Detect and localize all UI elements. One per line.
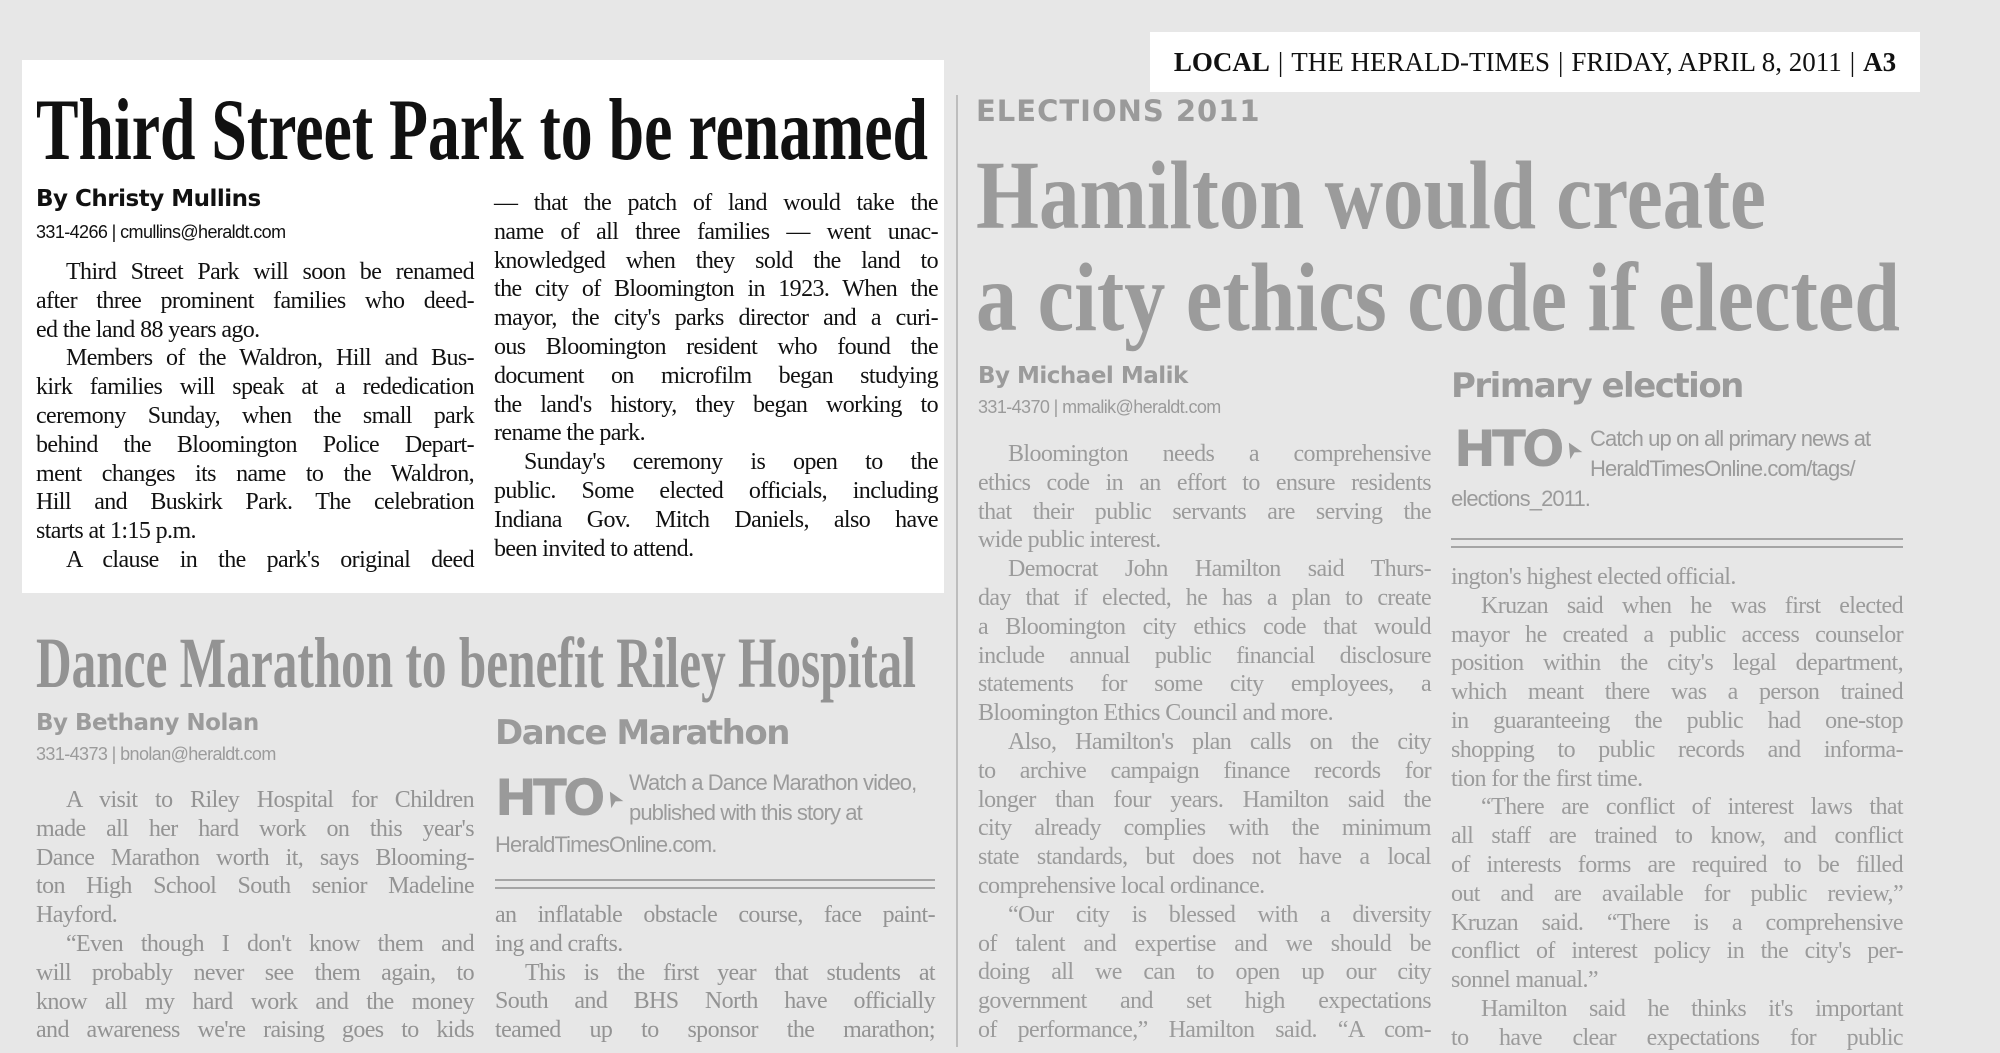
headline-text: Dance Marathon to benefit Riley Hospital — [36, 623, 916, 703]
text-line — [978, 498, 1431, 527]
line-text: A clause in the park's original deed — [66, 546, 474, 573]
park-story-column-1 — [36, 258, 474, 575]
dance-story-headline — [36, 622, 916, 705]
text-line — [1451, 995, 1903, 1024]
line-text: Hill and Buskirk Park. The celebration — [36, 489, 474, 516]
sidebar-text-line: Catch up on all primary news at — [1590, 426, 1871, 451]
line-text: Kruzan said when he was first elected — [1481, 592, 1903, 619]
text-line — [36, 872, 474, 901]
line-text: knowledged when they sold the land to — [494, 247, 938, 274]
sidebar-link-url[interactable]: HeraldTimesOnline.com/tags/ — [1590, 456, 1855, 481]
separator: | — [1277, 46, 1284, 77]
line-text: Kruzan said. “There is a comprehensive — [1451, 909, 1903, 936]
line-text: know all my hard work and the money — [36, 988, 474, 1015]
text-line — [36, 488, 474, 517]
text-line — [978, 613, 1431, 642]
hto-logo-text: HTO — [1454, 420, 1561, 478]
headline-text: a city ethics code if elected — [976, 244, 1900, 352]
text-line — [36, 1016, 474, 1045]
line-text: Bloomington Ethics Council and more. — [978, 700, 1334, 727]
separator: | — [1849, 46, 1856, 77]
line-text: Hayford. — [36, 902, 118, 929]
ethics-story-column-2 — [1451, 563, 1903, 1053]
issue-date: FRIDAY, APRIL 8, 2011 — [1571, 46, 1842, 77]
line-text: Democrat John Hamilton said Thurs- — [1008, 556, 1431, 583]
text-line — [978, 930, 1431, 959]
text-line — [494, 477, 938, 506]
line-text: that their public servants are serving the — [978, 498, 1431, 525]
text-line — [1451, 621, 1903, 650]
text-line — [494, 333, 938, 362]
text-line — [495, 901, 935, 930]
dance-story-column-2 — [495, 901, 935, 1045]
text-line — [978, 670, 1431, 699]
text-line — [978, 642, 1431, 671]
line-text: rename the park. — [494, 420, 645, 447]
sidebar-link-url-end[interactable]: elections_2011. — [1451, 486, 1590, 511]
line-text: A visit to Riley Hospital for Children — [66, 787, 474, 813]
line-text: city already complies with the minimum — [978, 815, 1431, 842]
line-text: “Our city is blessed with a diversity — [1008, 901, 1431, 928]
text-line — [36, 930, 474, 959]
text-line — [1451, 649, 1903, 678]
text-line — [36, 460, 474, 489]
park-story-headline — [36, 80, 928, 181]
line-text: teamed up to sponsor the marathon; — [495, 1017, 935, 1044]
line-text: been invited to attend. — [494, 535, 694, 562]
text-line — [36, 988, 474, 1017]
dance-story-byline: By Bethany Nolan — [36, 710, 259, 736]
text-line — [1451, 707, 1903, 736]
line-text: tion for the first time. — [1451, 765, 1643, 792]
ethics-headline-line-1 — [976, 140, 1766, 252]
line-text: starts at 1:15 p.m. — [36, 518, 196, 545]
line-text: public. Some elected officials, including — [494, 477, 938, 504]
text-line — [1451, 563, 1903, 592]
text-line — [978, 901, 1431, 930]
text-line — [1451, 678, 1903, 707]
text-line — [36, 959, 474, 988]
line-text: day that if elected, he has a plan to create — [978, 584, 1431, 611]
ethics-headline-line-2 — [976, 242, 1900, 354]
line-text: document on microfilm began studying — [494, 362, 938, 389]
line-text: Dance Marathon worth it, says Blooming- — [36, 844, 474, 871]
text-line — [36, 431, 474, 460]
text-line — [1451, 909, 1903, 938]
line-text: which meant there was a person trained — [1451, 679, 1903, 706]
line-text: the land's history, they began working to — [494, 391, 938, 418]
line-text: ceremony Sunday, when the small park — [36, 402, 474, 429]
text-line — [36, 844, 474, 873]
line-text: South and BHS North have officially — [495, 988, 935, 1015]
text-line — [1451, 822, 1903, 851]
text-line — [495, 959, 935, 988]
text-line — [495, 930, 935, 959]
text-line — [36, 786, 474, 815]
line-text: the city of Bloomington in 1923. When the — [494, 276, 938, 303]
text-line — [978, 526, 1431, 555]
line-text: Sunday's ceremony is open to the — [524, 449, 938, 476]
line-text: to have clear expectations for public — [1451, 1024, 1903, 1051]
line-text: and awareness we're raising goes to kids — [36, 1017, 474, 1044]
line-text: in guaranteeing the public had one-stop — [1451, 707, 1903, 734]
line-text: ous Bloomington resident who found the — [494, 333, 938, 360]
line-text: sonnel manual.” — [1451, 967, 1598, 994]
hto-logo[interactable] — [495, 769, 631, 827]
text-line — [978, 843, 1431, 872]
text-line — [495, 1016, 935, 1045]
page-number: A3 — [1863, 46, 1897, 77]
line-text: position within the city's legal department, — [1451, 650, 1903, 677]
line-text: to archive campaign finance records for — [978, 757, 1431, 784]
line-text: Hamilton said he thinks it's important — [1481, 995, 1903, 1022]
text-line — [36, 402, 474, 431]
text-line — [494, 304, 938, 333]
text-line — [36, 815, 474, 844]
cursor-arrow-icon: ➤ — [599, 783, 631, 813]
line-text: “Even though I don't know them and — [66, 930, 474, 957]
text-line — [494, 189, 938, 218]
cursor-arrow-icon: ➤ — [1558, 434, 1590, 464]
text-line — [36, 373, 474, 402]
sidebar-text-line: published with this story at — [629, 800, 862, 825]
text-line — [1451, 592, 1903, 621]
line-text: of interests forms are required to be filled — [1451, 851, 1903, 878]
ethics-story-contact: 331-4370 | mmalik@heraldt.com — [978, 397, 1221, 417]
park-story-column-2 — [494, 189, 938, 563]
text-line — [36, 901, 474, 930]
text-line — [36, 546, 474, 575]
line-text: ton High School South senior Madeline — [36, 873, 474, 900]
line-text: all staff are trained to know, and conflict — [1451, 823, 1903, 850]
ethics-story-column-1 — [978, 440, 1431, 1045]
line-text: ing and crafts. — [495, 930, 623, 957]
text-line — [494, 506, 938, 535]
dance-sidebar-text[interactable] — [629, 768, 916, 828]
text-line — [978, 872, 1431, 901]
separator: | — [1558, 46, 1564, 77]
text-line — [978, 440, 1431, 469]
sidebar-text-line: Watch a Dance Marathon video, — [629, 770, 917, 795]
line-text: Third Street Park will soon be renamed — [66, 259, 474, 285]
line-text: mayor he created a public access counselor — [1451, 621, 1903, 648]
text-line — [494, 448, 938, 477]
park-story-byline: By Christy Mullins — [36, 186, 261, 212]
line-text: ed the land 88 years ago. — [36, 316, 260, 343]
page-header — [1150, 32, 1920, 92]
text-line — [978, 555, 1431, 584]
line-text: after three prominent families who deed- — [36, 287, 474, 314]
line-text: Bloomington needs a comprehensive — [1008, 441, 1431, 467]
line-text: include annual public financial disclosure — [978, 642, 1431, 669]
line-text: Also, Hamilton's plan calls on the city — [1008, 728, 1431, 755]
dance-story-contact: 331-4373 | bnolan@heraldt.com — [36, 744, 276, 764]
line-text: out and are available for public review,” — [1451, 880, 1903, 907]
sidebar-rule — [1451, 546, 1903, 548]
dance-story-column-1 — [36, 786, 474, 1045]
line-text: mayor, the city's parks director and a curi- — [494, 305, 938, 332]
text-line — [36, 316, 474, 345]
text-line — [1451, 1024, 1903, 1053]
line-text: Members of the Waldron, Hill and Bus- — [66, 345, 474, 372]
text-line — [978, 469, 1431, 498]
line-text: shopping to public records and informa- — [1451, 736, 1903, 763]
line-text: statements for some city employees, a — [978, 671, 1431, 698]
line-text: an inflatable obstacle course, face paint- — [495, 902, 935, 928]
ethics-story-kicker: ELECTIONS 2011 — [976, 94, 1261, 128]
line-text: This is the first year that students at — [525, 959, 935, 986]
text-line — [1451, 966, 1903, 995]
hto-logo[interactable] — [1454, 420, 1590, 478]
text-line — [978, 757, 1431, 786]
text-line — [494, 535, 938, 564]
sidebar-rule — [495, 887, 935, 889]
text-line — [1451, 736, 1903, 765]
headline-text: Hamilton would create — [976, 142, 1766, 250]
primary-election-link-text[interactable] — [1590, 424, 1870, 484]
line-text: of performance,” Hamilton said. “A com- — [978, 1016, 1431, 1043]
text-line — [978, 987, 1431, 1016]
newspaper-name: THE HERALD-TIMES — [1291, 46, 1550, 77]
line-text: ington's highest elected official. — [1451, 564, 1736, 590]
text-line — [36, 258, 474, 287]
sidebar-link-url[interactable]: HeraldTimesOnline.com. — [495, 832, 717, 857]
text-line — [1451, 793, 1903, 822]
line-text: kirk families will speak at a rededication — [36, 374, 474, 401]
line-text: “There are conflict of interest laws that — [1481, 794, 1903, 821]
text-line — [494, 218, 938, 247]
primary-election-sidebar-title: Primary election — [1451, 366, 1743, 406]
line-text: made all her hard work on this year's — [36, 815, 474, 842]
line-text: doing all we can to open up our city — [978, 959, 1431, 986]
text-line — [978, 1016, 1431, 1045]
line-text: name of all three families — went unac- — [494, 218, 938, 245]
text-line — [494, 362, 938, 391]
line-text: conflict of interest policy in the city's per- — [1451, 938, 1903, 965]
line-text: ment changes its name to the Waldron, — [36, 460, 474, 487]
headline-text: Third Street Park to be renamed — [36, 82, 928, 179]
text-line — [978, 958, 1431, 987]
text-line — [494, 275, 938, 304]
text-line — [1451, 851, 1903, 880]
text-line — [36, 287, 474, 316]
ethics-story-byline: By Michael Malik — [978, 363, 1188, 389]
text-line — [978, 728, 1431, 757]
section-name: LOCAL — [1173, 46, 1270, 77]
text-line — [1451, 937, 1903, 966]
line-text: — that the patch of land would take the — [494, 190, 938, 216]
column-divider — [956, 95, 958, 1047]
sidebar-rule — [1451, 538, 1903, 540]
text-line — [36, 517, 474, 546]
line-text: Indiana Gov. Mitch Daniels, also have — [494, 506, 938, 533]
text-line — [1451, 765, 1903, 794]
text-line — [494, 391, 938, 420]
text-line — [978, 584, 1431, 613]
hto-logo-text: HTO — [495, 769, 602, 827]
line-text: state standards, but does not have a local — [978, 844, 1431, 871]
park-story-contact: 331-4266 | cmullins@heraldt.com — [36, 222, 286, 242]
line-text: comprehensive local ordinance. — [978, 872, 1265, 899]
text-line — [494, 419, 938, 448]
line-text: wide public interest. — [978, 527, 1161, 554]
line-text: of talent and expertise and we should be — [978, 930, 1431, 957]
text-line — [978, 814, 1431, 843]
text-line — [494, 247, 938, 276]
line-text: will probably never see them again, to — [36, 959, 474, 986]
text-line — [978, 699, 1431, 728]
text-line — [978, 786, 1431, 815]
line-text: a Bloomington city ethics code that would — [978, 613, 1431, 640]
text-line — [1451, 880, 1903, 909]
line-text: government and set high expectations — [978, 988, 1431, 1015]
text-line — [495, 987, 935, 1016]
line-text: ethics code in an effort to ensure residents — [978, 469, 1431, 496]
sidebar-rule — [495, 879, 935, 881]
text-line — [36, 344, 474, 373]
line-text: longer than four years. Hamilton said the — [978, 786, 1431, 813]
dance-sidebar-title: Dance Marathon — [495, 713, 789, 753]
line-text: behind the Bloomington Police Depart- — [36, 431, 474, 458]
